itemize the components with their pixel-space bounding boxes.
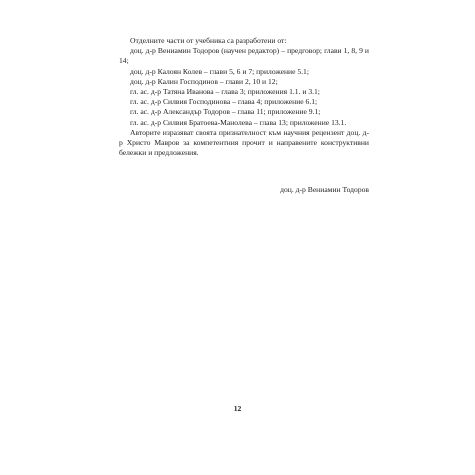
- signature: доц. д-р Вениамин Тодоров: [280, 185, 369, 194]
- author-entry: гл. ас. д-р Силвия Братоева-Манолева – глава 13; приложение 13.1.: [130, 117, 347, 127]
- document-body: [119, 36, 369, 158]
- author-entry: гл. ас. д-р Александър Тодоров – глава 11; приложение 9.1;: [130, 107, 321, 117]
- acknowledgement-paragraph: Авторите изразяват своята признателност към научния рецензент доц. д-р Христо Мавров за компетентния прочит и направените конструктивни бележки и предложения.: [119, 127, 369, 158]
- author-entry: доц. д-р Вениамин Тодоров (научен редактор) – предговор; глави 1, 8, 9 и 14;: [119, 46, 369, 66]
- page-number: 12: [233, 404, 242, 413]
- intro-paragraph: Отделните части от учебника са разработени от:: [130, 36, 287, 45]
- author-entry: доц. д-р Калоян Колев – глави 5, 6 и 7; приложение 5.1;: [130, 66, 309, 76]
- author-entry: доц. д-р Калин Господинов – глави 2, 10 и 12;: [130, 76, 278, 86]
- author-entry: гл. ас. д-р Силвия Господинова – глава 4; приложение 6.1;: [130, 97, 318, 107]
- author-entry: гл. ас. д-р Татяна Иванова – глава 3; приложения 1.1. и 3.1;: [130, 87, 320, 97]
